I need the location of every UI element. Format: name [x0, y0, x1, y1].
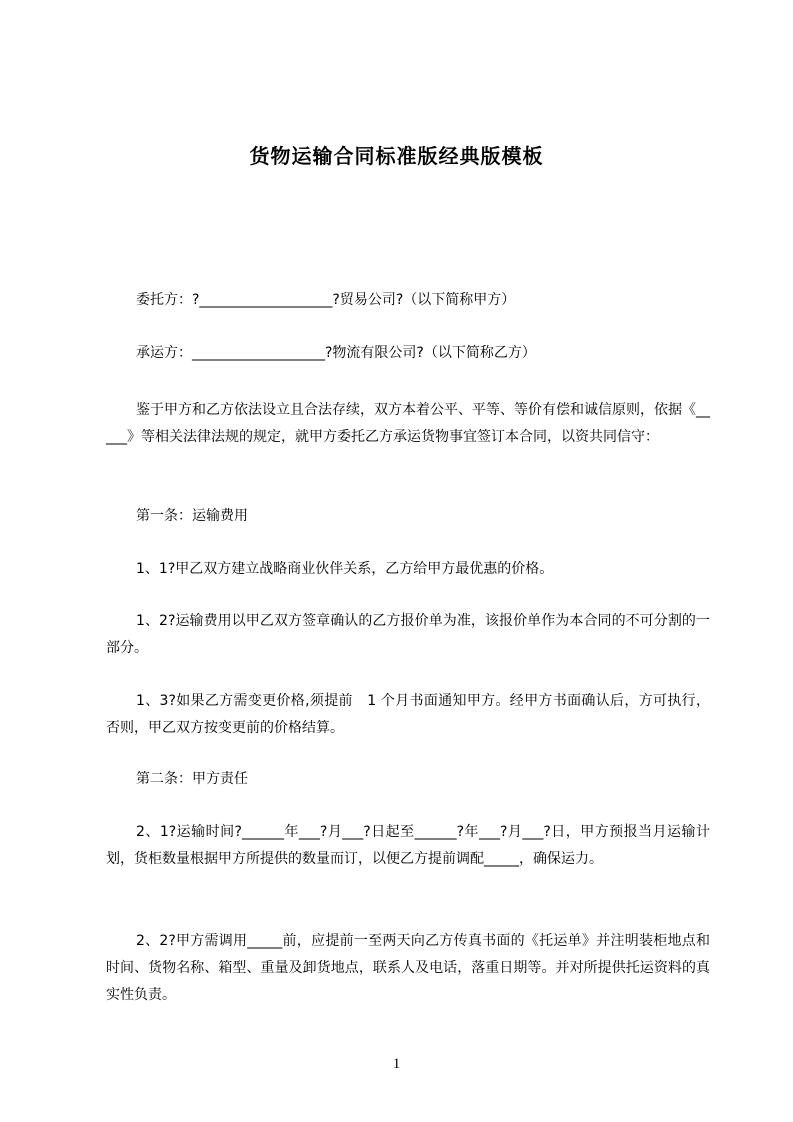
client-party-line: 委托方：?___________________?贸易公司?（以下简称甲方） [136, 292, 516, 308]
clause-1-1: 1、1?甲乙双方建立战略商业伙伴关系，乙方给甲方最优惠的价格。 [136, 561, 554, 577]
carrier-party-line: 承运方：___________________?物流有限公司?（以下简称乙方） [136, 345, 536, 361]
preamble-paragraph: 鉴于甲方和乙方依法设立且合法存续，双方本着公平、平等、等价有偿和诚信原则，依据《_____》等相关法律法规的规定，就甲方委托乙方承运货物事宜签订本合同，以资共同信守： [106, 402, 710, 445]
clause-1-3: 1、3?如果乙方需变更价格,须提前 1 个月书面通知甲方。经甲方书面确认后，方可执行，否则，甲乙双方按变更前的价格结算。 [106, 693, 710, 736]
article-1-heading: 第一条：运输费用 [136, 508, 248, 524]
clause-2-1: 2、1?运输时间?______年___?月___?日起至______?年___?月___?日，甲方预报当月运输计划，货柜数量根据甲方所提供的数量而订，以便乙方提前调配_____，确保运力。 [106, 824, 710, 867]
article-2-heading: 第二条：甲方责任 [136, 771, 248, 787]
clause-1-2: 1、2?运输费用以甲乙双方签章确认的乙方报价单为准，该报价单作为本合同的不可分割的一部分。 [106, 613, 710, 656]
page-number: 1 [392, 1056, 401, 1072]
document-title: 货物运输合同标准版经典版模板 [249, 144, 544, 168]
clause-2-2: 2、2?甲方需调用_____前，应提前一至两天向乙方传真书面的《托运单》并注明装柜地点和时间、货物名称、箱型、重量及卸货地点，联系人及电话，落重日期等。并对所提供托运资料的真实性负责。 [106, 933, 710, 1003]
